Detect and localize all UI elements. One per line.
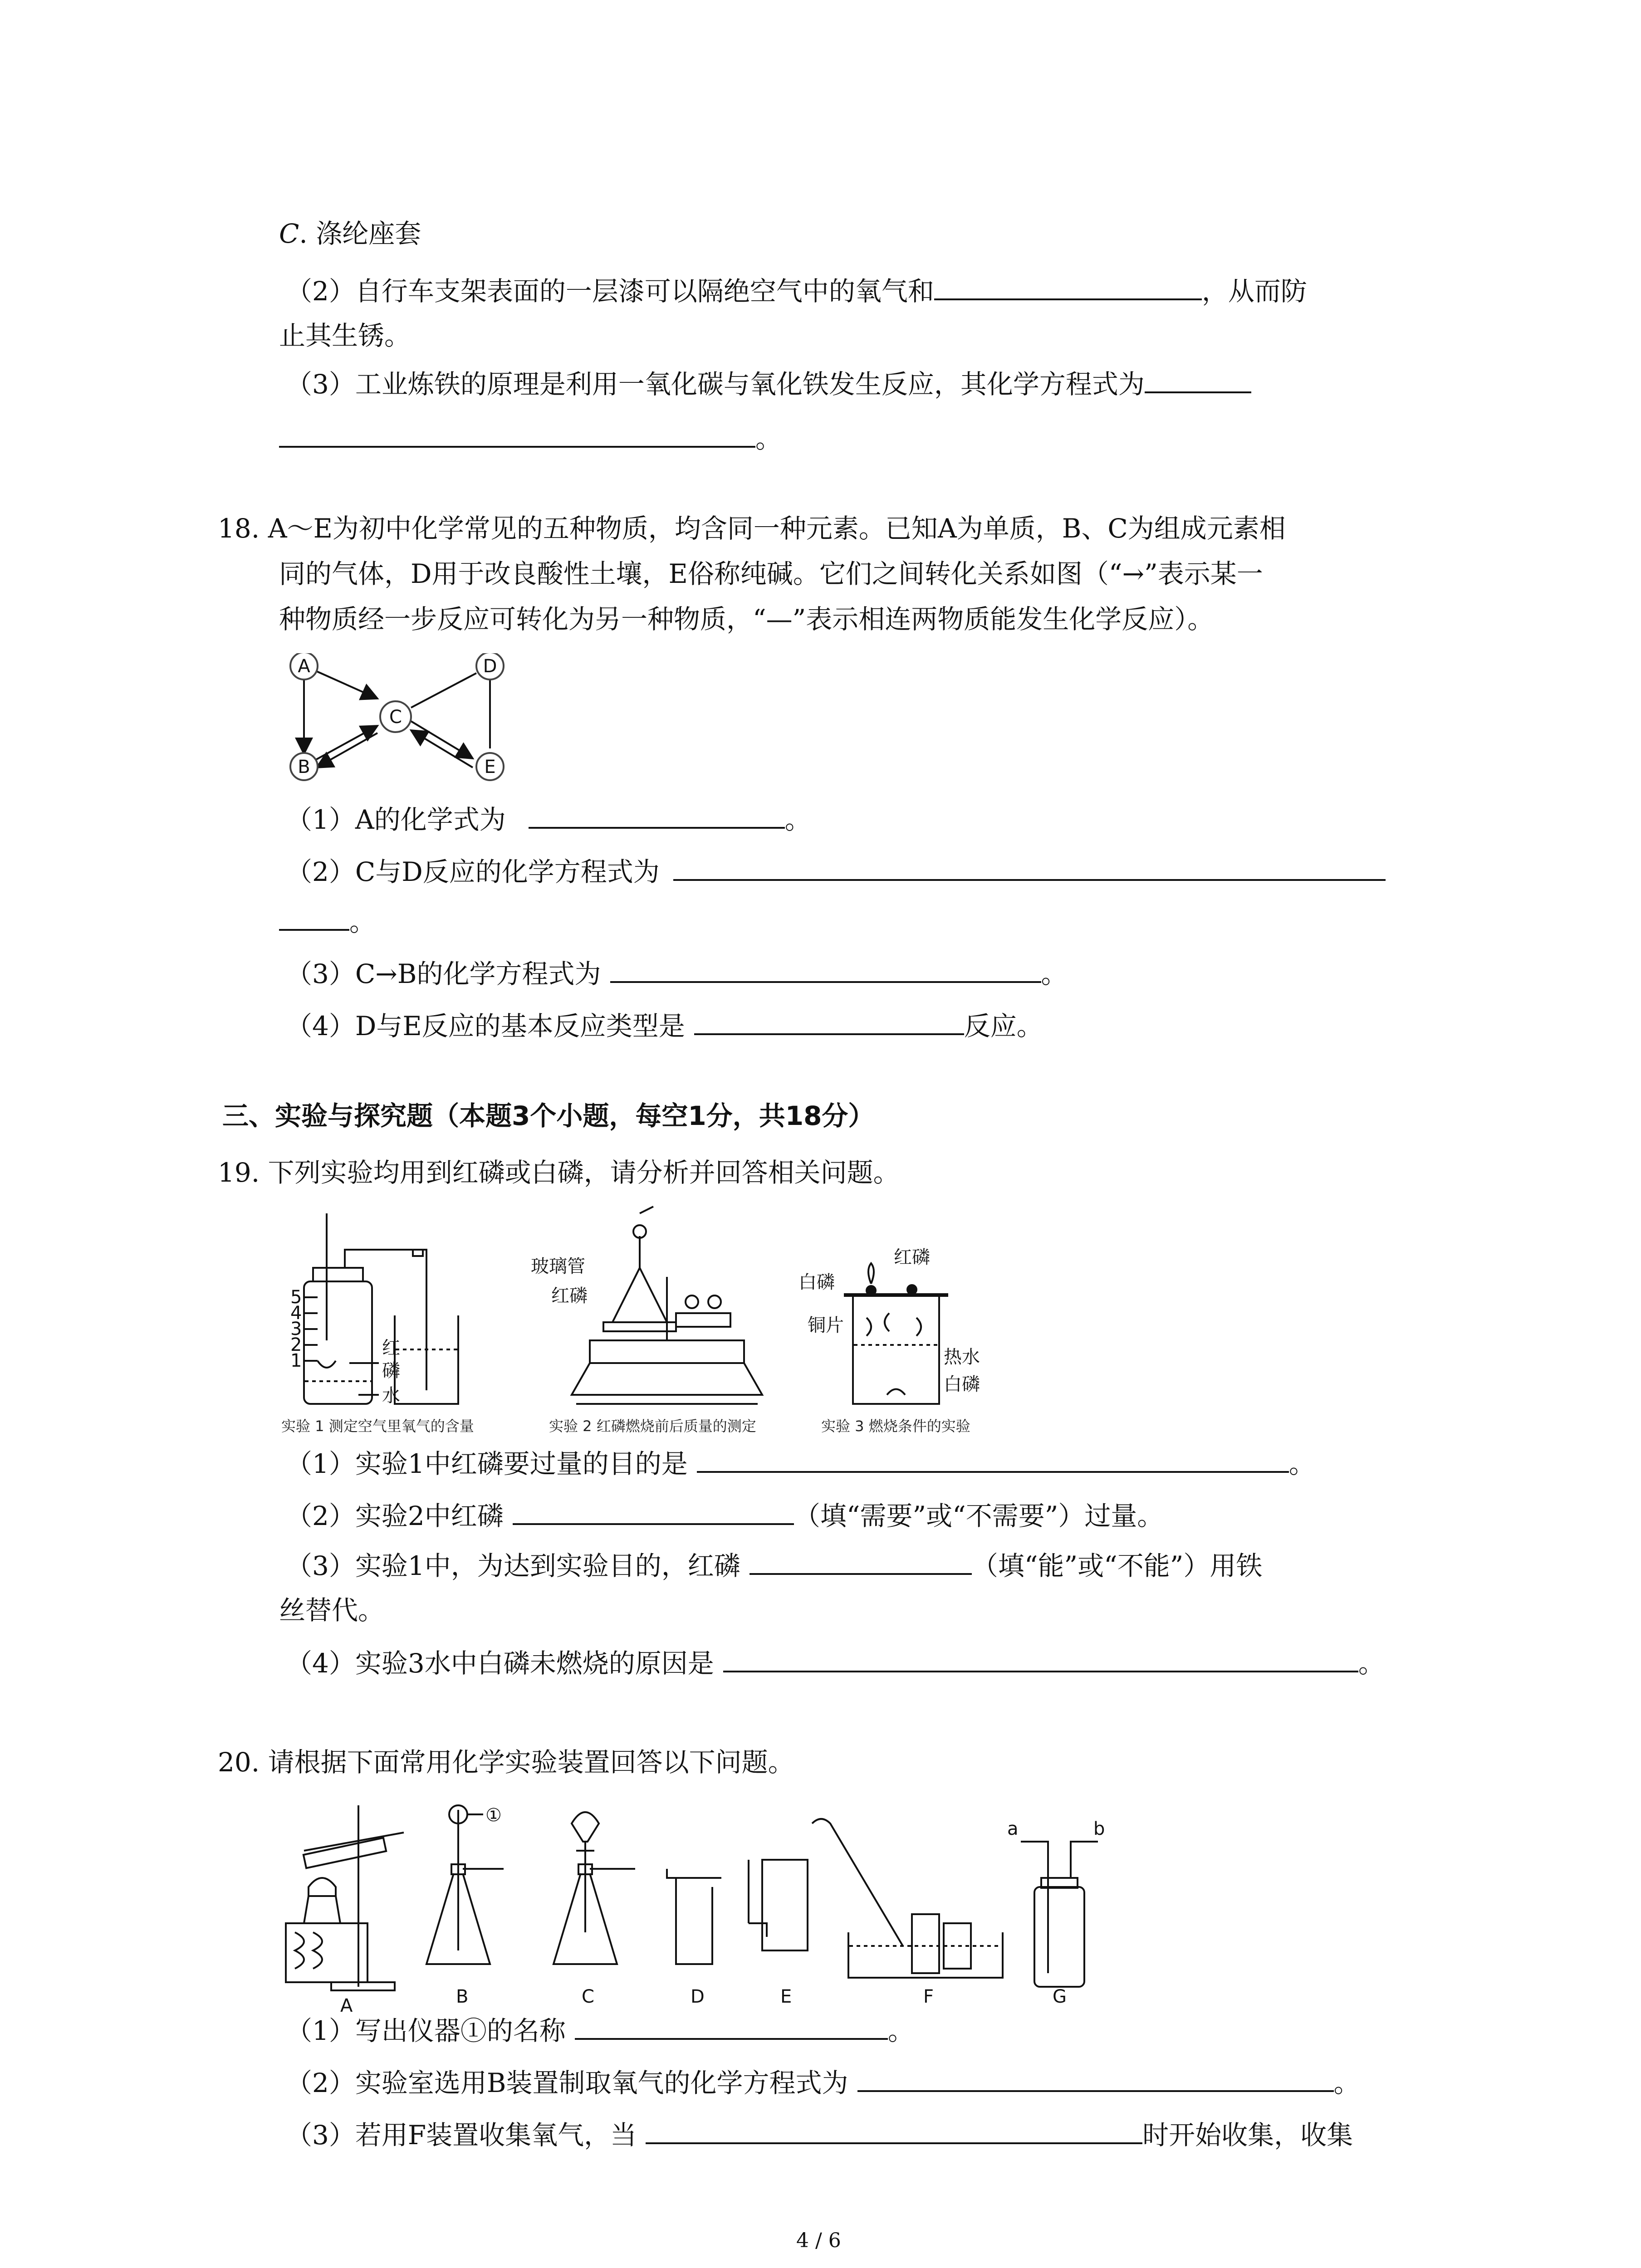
q18-part2-cont bbox=[279, 903, 376, 940]
apparatus-e bbox=[749, 1860, 808, 1950]
question-text: （1）实验1中红磷要过量的目的是 bbox=[286, 1448, 688, 1479]
answer-blank[interactable] bbox=[1145, 365, 1251, 393]
diagram-node-d bbox=[476, 653, 504, 679]
question-text: （2）实验2中红磷 bbox=[286, 1501, 504, 1531]
fig-label: 铜片 bbox=[808, 1315, 844, 1336]
answer-blank[interactable] bbox=[697, 1445, 1289, 1473]
apparatus-c bbox=[554, 1812, 635, 1964]
apparatus-label: E bbox=[780, 1986, 792, 2007]
port-label: a bbox=[1007, 1818, 1019, 1839]
question-text: （1）写出仪器①的名称 bbox=[286, 2015, 566, 2046]
question-text: 止其生锈。 bbox=[279, 320, 411, 351]
apparatus-d bbox=[667, 1869, 721, 1964]
q18-stem-line3 bbox=[279, 601, 1214, 637]
answer-blank[interactable] bbox=[723, 1644, 1358, 1672]
scale-mark: 2 bbox=[290, 1334, 302, 1355]
section-heading-text: 三、实验与探究题（本题3个小题，每空1分，共18分） bbox=[222, 1100, 875, 1131]
question-text: 。 bbox=[784, 804, 811, 835]
answer-blank[interactable] bbox=[857, 2064, 1334, 2092]
question-text: （3）实验1中，为达到实验目的，红磷 bbox=[286, 1550, 740, 1581]
apparatus-b bbox=[426, 1805, 504, 1964]
question-text: （4）实验3水中白磷未燃烧的原因是 bbox=[286, 1648, 714, 1679]
figure-caption: 实验 2 红磷燃烧前后质量的测定 bbox=[549, 1418, 756, 1435]
question-text: 。 bbox=[1041, 958, 1068, 989]
option-text: . 涤纶座套 bbox=[299, 218, 421, 249]
apparatus-label: C bbox=[582, 1986, 594, 2007]
answer-blank[interactable] bbox=[279, 420, 755, 448]
q17-part3-cont bbox=[279, 420, 782, 457]
q18-part3 bbox=[286, 955, 1068, 992]
fig-label: 热水 bbox=[944, 1347, 980, 1368]
answer-blank[interactable] bbox=[575, 2012, 888, 2040]
q19-part2 bbox=[286, 1497, 1163, 1534]
question-text: 。 bbox=[1358, 1648, 1385, 1679]
diagram-node-e bbox=[476, 753, 504, 780]
scale-mark: 1 bbox=[290, 1350, 302, 1371]
question-text: 反应。 bbox=[964, 1011, 1043, 1041]
q18-stem-line2 bbox=[279, 556, 1263, 592]
apparatus-g bbox=[1021, 1842, 1098, 1987]
question-text: 19. 下列实验均用到红磷或白磷，请分析并回答相关问题。 bbox=[218, 1157, 900, 1188]
node-label: B bbox=[298, 757, 310, 777]
diagram-node-c bbox=[380, 701, 411, 732]
question-text: （4）D与E反应的基本反应类型是 bbox=[286, 1011, 685, 1041]
q17-part2 bbox=[286, 272, 1307, 309]
experiment-1-apparatus bbox=[304, 1213, 458, 1404]
scale-mark: 3 bbox=[290, 1319, 302, 1339]
answer-blank[interactable] bbox=[513, 1497, 794, 1525]
q19-experiment-figures bbox=[277, 1204, 1021, 1440]
q20-part2 bbox=[286, 2064, 1360, 2101]
q20-part1 bbox=[286, 2012, 914, 2049]
fig-label: 玻璃管 bbox=[531, 1256, 585, 1277]
answer-blank[interactable] bbox=[279, 903, 349, 931]
fig-label: 磷 bbox=[382, 1360, 400, 1381]
q19-part3-cont bbox=[279, 1592, 384, 1628]
q18-stem-line1 bbox=[218, 510, 1286, 547]
diagram-node-a bbox=[290, 653, 318, 679]
question-text: （2）C与D反应的化学方程式为 bbox=[286, 856, 660, 887]
answer-blank[interactable] bbox=[610, 955, 1041, 983]
fig-label: 白磷 bbox=[798, 1272, 835, 1293]
q19-part1 bbox=[286, 1445, 1315, 1482]
fig-label: 水 bbox=[382, 1385, 400, 1406]
instrument-mark: ① bbox=[485, 1805, 502, 1826]
q19-part4 bbox=[286, 1644, 1385, 1681]
page-number bbox=[796, 2223, 841, 2259]
question-text: （1）A的化学式为 bbox=[286, 804, 506, 835]
answer-blank[interactable] bbox=[673, 853, 1386, 881]
question-text: 时开始收集，收集 bbox=[1142, 2120, 1353, 2151]
answer-blank[interactable] bbox=[694, 1007, 964, 1035]
question-text: 20. 请根据下面常用化学实验装置回答以下问题。 bbox=[218, 1747, 794, 1778]
answer-blank[interactable] bbox=[646, 2116, 1142, 2144]
question-text: （3）C→B的化学方程式为 bbox=[286, 958, 601, 989]
apparatus-label: A bbox=[340, 1995, 353, 2014]
q19-stem bbox=[218, 1154, 900, 1191]
experiment-2-apparatus bbox=[572, 1207, 762, 1404]
section-heading bbox=[222, 1098, 874, 1134]
question-text: 。 bbox=[349, 906, 376, 937]
node-label: A bbox=[298, 656, 310, 677]
question-text: ，从而防 bbox=[1201, 276, 1307, 307]
question-text: 。 bbox=[887, 2015, 914, 2046]
question-text: A～E为初中化学常见的五种物质，均含同一种元素。已知A为单质，B、C为组成元素相 bbox=[268, 513, 1286, 544]
question-text: 种物质经一步反应可转化为另一种物质，“—”表示相连两物质能发生化学反应）。 bbox=[279, 604, 1214, 635]
figure-caption: 实验 3 燃烧条件的实验 bbox=[821, 1418, 970, 1435]
experiment-3-apparatus bbox=[844, 1263, 948, 1404]
question-text: （2）实验室选用B装置制取氧气的化学方程式为 bbox=[286, 2068, 848, 2098]
apparatus-f bbox=[812, 1819, 1003, 1978]
scale-mark: 4 bbox=[290, 1303, 302, 1324]
q20-apparatus-figure bbox=[277, 1796, 1130, 2014]
question-number: 18. bbox=[218, 513, 260, 544]
scale-mark: 5 bbox=[290, 1287, 302, 1308]
answer-blank[interactable] bbox=[749, 1547, 972, 1575]
apparatus-label: B bbox=[456, 1986, 469, 2007]
diagram-node-b bbox=[290, 753, 318, 780]
q17-part3 bbox=[286, 365, 1251, 402]
q18-part1 bbox=[286, 801, 811, 838]
q17-part2-cont bbox=[279, 318, 411, 354]
node-label: E bbox=[484, 757, 496, 777]
fig-label: 白磷 bbox=[944, 1374, 980, 1395]
option-letter: C bbox=[279, 218, 299, 249]
question-text: （填“需要”或“不需要”）过量。 bbox=[794, 1501, 1164, 1531]
apparatus-label: F bbox=[923, 1986, 934, 2007]
question-text: （2）自行车支架表面的一层漆可以隔绝空气中的氧气和 bbox=[286, 276, 934, 307]
apparatus-a bbox=[286, 1805, 404, 1990]
q20-part3 bbox=[286, 2116, 1353, 2153]
q20-stem bbox=[218, 1744, 794, 1780]
fig-label: 红 bbox=[382, 1338, 400, 1359]
node-label: C bbox=[389, 707, 402, 728]
figure-caption: 实验 1 测定空气里氧气的含量 bbox=[281, 1418, 474, 1435]
port-label: b bbox=[1093, 1818, 1105, 1839]
q18-relation-diagram bbox=[277, 653, 513, 789]
question-text: 丝替代。 bbox=[279, 1595, 385, 1626]
page-number-text: 4 / 6 bbox=[796, 2229, 841, 2252]
question-text: 同的气体，D用于改良酸性土壤，E俗称纯碱。它们之间转化关系如图（“→”表示某一 bbox=[279, 558, 1263, 589]
q18-part4 bbox=[286, 1007, 1043, 1044]
answer-blank[interactable] bbox=[934, 272, 1202, 300]
answer-blank[interactable] bbox=[529, 801, 785, 829]
node-label: D bbox=[483, 656, 497, 677]
option-c bbox=[279, 215, 421, 252]
question-text: 。 bbox=[1333, 2068, 1360, 2098]
question-text: （填“能”或“不能”）用铁 bbox=[971, 1550, 1263, 1581]
fig-label: 红磷 bbox=[551, 1286, 588, 1306]
q19-part3 bbox=[286, 1547, 1262, 1584]
apparatus-label: D bbox=[691, 1986, 705, 2007]
question-text: （3）工业炼铁的原理是利用一氧化碳与氧化铁发生反应，其化学方程式为 bbox=[286, 369, 1145, 400]
question-text: 。 bbox=[1288, 1448, 1315, 1479]
question-text: 。 bbox=[755, 423, 782, 454]
q18-part2 bbox=[286, 853, 1386, 890]
apparatus-label: G bbox=[1053, 1986, 1067, 2007]
question-text: （3）若用F装置收集氧气，当 bbox=[286, 2120, 637, 2151]
fig-label: 红磷 bbox=[894, 1247, 930, 1268]
